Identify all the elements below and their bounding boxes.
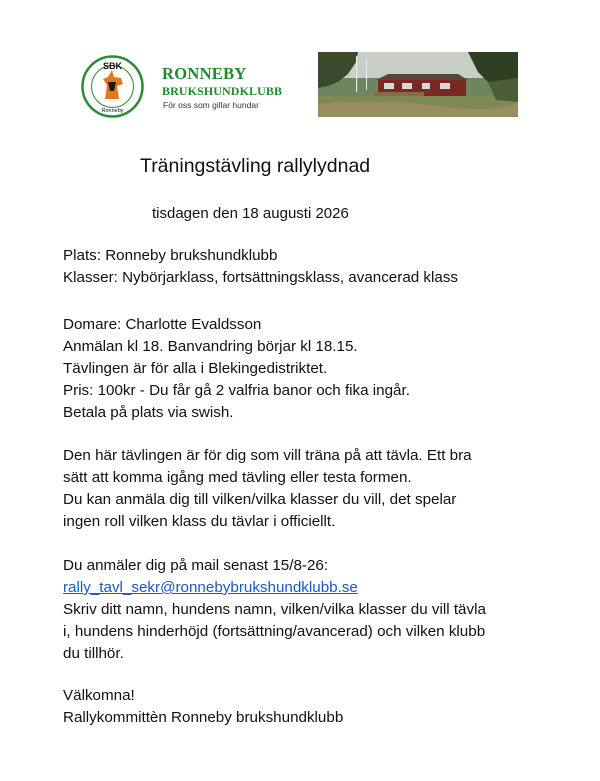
welcome-line: Välkomna! — [63, 687, 135, 704]
description-block — [63, 445, 472, 533]
page-title: Träningstävling rallylydnad — [140, 155, 371, 177]
description-line: Du kan anmäla dig till vilken/vilka klasser du vill, det spelar — [63, 491, 457, 508]
signup-email-link[interactable]: rally_tavl_sekr@ronnebybrukshundklubb.se — [63, 579, 358, 596]
club-name-line2: BRUKSHUNDKLUBB — [162, 83, 283, 98]
eligibility-line: Tävlingen är för alla i Blekingedistriktet. — [63, 360, 328, 377]
logo-text-bottom: Ronneby — [101, 108, 124, 114]
signup-instruction-line: du tillhör. — [63, 645, 124, 662]
description-line: Den här tävlingen är för dig som vill träna på att tävla. Ett bra — [63, 447, 472, 464]
club-tagline: För oss som gillar hundar — [163, 100, 259, 110]
logo-text-top: SBK — [102, 61, 123, 71]
signup-instruction-line: Skriv ditt namn, hundens namn, vilken/vilka klasser du vill tävla — [63, 601, 486, 618]
registration-time-line: Anmälan kl 18. Banvandring börjar kl 18.15. — [63, 338, 358, 355]
payment-line: Betala på plats via swish. — [63, 404, 234, 421]
signature-line: Rallykommittèn Ronneby brukshundklubb — [63, 709, 344, 726]
venue-block — [63, 245, 458, 289]
signup-instruction-line: i, hundens hinderhöjd (fortsättning/avancerad) och vilken klubb — [63, 623, 486, 640]
signup-intro: Du anmäler dig på mail senast 15/8-26: — [63, 557, 329, 574]
event-date: tisdagen den 18 augusti 2026 — [152, 205, 349, 222]
description-line: sätt att komma igång med tävling eller testa formen. — [63, 469, 412, 486]
details-block — [63, 314, 410, 424]
signup-block — [63, 555, 486, 665]
venue-line: Plats: Ronneby brukshundklubb — [63, 247, 278, 264]
description-line: ingen roll vilken klass du tävlar i officiellt. — [63, 513, 336, 530]
classes-line: Klasser: Nybörjarklass, fortsättningsklass, avancerad klass — [63, 269, 459, 286]
club-name-line1: RONNEBY — [162, 64, 247, 83]
judge-line: Domare: Charlotte Evaldsson — [63, 316, 262, 333]
club-name — [162, 66, 282, 97]
price-line: Pris: 100kr - Du får gå 2 valfria banor och fika ingår. — [63, 382, 410, 399]
clubhouse-photo — [318, 52, 518, 117]
club-logo — [81, 55, 144, 118]
closing-block — [63, 685, 343, 729]
